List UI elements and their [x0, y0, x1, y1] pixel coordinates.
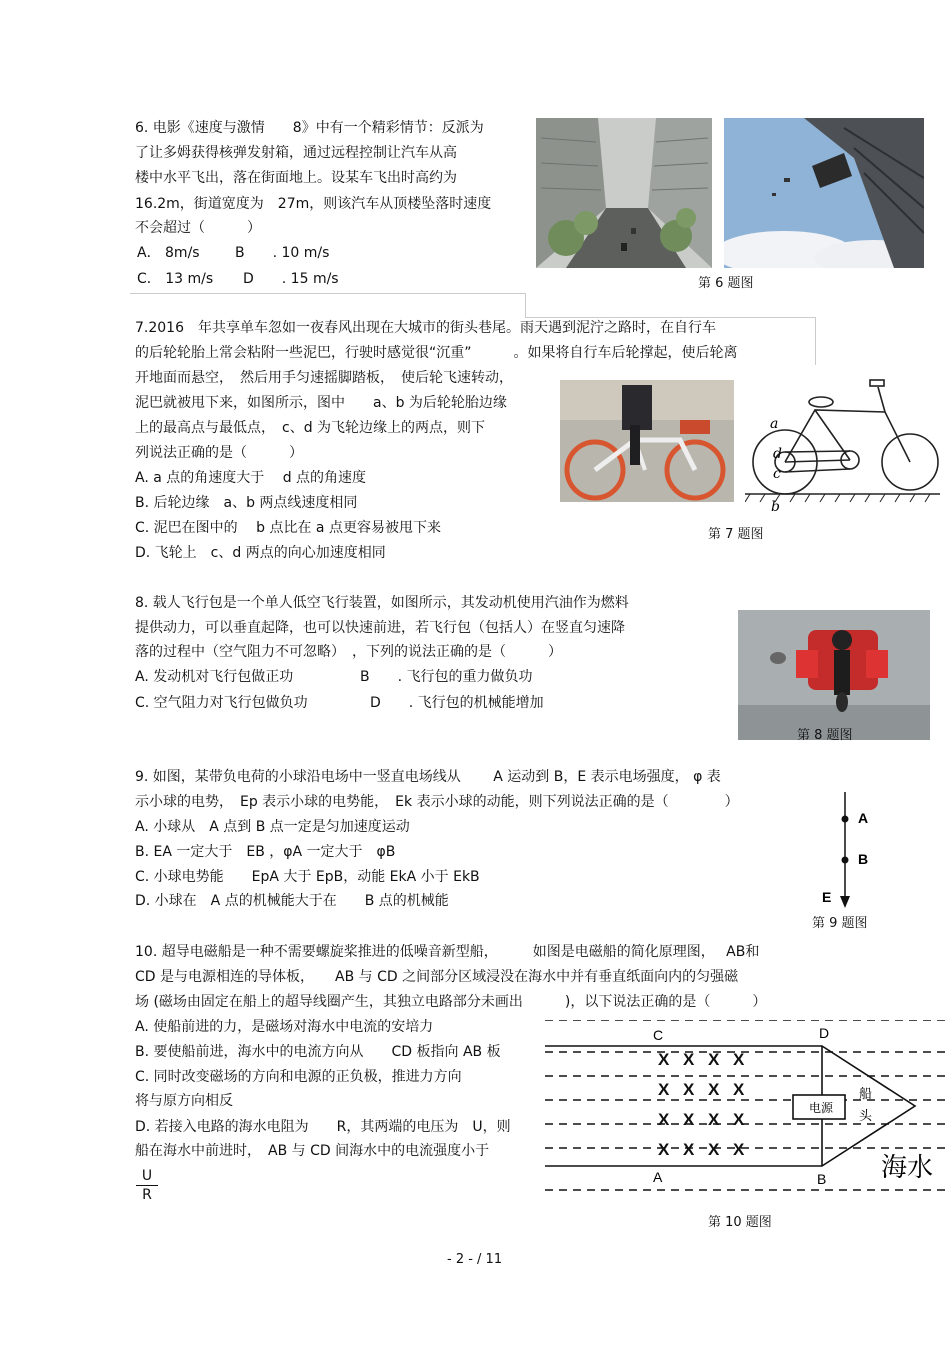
page-number: - 2 - / 11 [447, 1252, 503, 1267]
q6-option-d: D . 15 m/s [243, 271, 339, 287]
q10-power-label: 电源 [809, 1101, 834, 1115]
q8-jetpack-photo [738, 610, 930, 740]
q7-option-b: B. 后轮边缘 a、b 两点线速度相同 [135, 495, 358, 511]
q9-label-b: B [858, 851, 869, 867]
q10-caption: 第 10 题图 [708, 1215, 772, 1230]
q10-option-d-cont: 船在海水中前进时， AB 与 CD 间海水中的电流强度小于 [135, 1143, 490, 1159]
q10-option-c: C. 同时改变磁场的方向和电源的正负极，推进力方向 [135, 1069, 462, 1085]
q10-label-c: C [653, 1027, 664, 1043]
fraction-bar [136, 1185, 158, 1186]
divider [130, 293, 525, 294]
q7-caption: 第 7 题图 [708, 527, 764, 542]
svg-text:X: X [683, 1050, 695, 1069]
q8-option-d: D . 飞行包的机械能增加 [370, 695, 544, 711]
q7-bike-photo [560, 380, 734, 502]
q10-option-a: A. 使船前进的力，是磁场对海水中电流的安培力 [135, 1019, 434, 1035]
q9-option-b: B. EA 一定大于 EB ，φA 一定大于 φB [135, 844, 396, 860]
fraction-denominator: R [142, 1187, 152, 1203]
q9-field-line-diagram [820, 790, 880, 910]
divider [815, 317, 816, 365]
bike-label-b: b [771, 499, 780, 512]
svg-text:X: X [708, 1080, 720, 1099]
q9-line-1: 9. 如图，某带负电荷的小球沿电场中一竖直电场线从 A 运动到 B，E 表示电场强度， φ 表 [135, 769, 721, 785]
svg-text:X: X [733, 1080, 745, 1099]
q10-line-3: 场 (磁场由固定在船上的超导线圈产生，其独立电路部分未画出 )，以下说法正确的是（ ） [135, 994, 767, 1010]
q6-caption: 第 6 题图 [698, 276, 754, 291]
q10-fraction-u-over-r [136, 1168, 158, 1203]
q7-line-4: 泥巴就被甩下来，如图所示，图中 a、b 为后轮轮胎边缘 [135, 395, 507, 411]
svg-text:X: X [683, 1080, 695, 1099]
q9-option-a: A. 小球从 A 点到 B 点一定是匀加速度运动 [135, 819, 410, 835]
bike-label-d: d [773, 446, 782, 462]
q10-line-2: CD 是与电源相连的导体板， AB 与 CD 之间部分区域浸没在海水中并有垂直纸面向内的匀强磁 [135, 969, 739, 985]
q7-bike-diagram [745, 372, 940, 512]
q10-option-c-cont: 将与原方向相反 [135, 1093, 233, 1109]
q10-ship-diagram [545, 1020, 945, 1195]
q9-caption: 第 9 题图 [812, 916, 868, 931]
q8-option-c: C. 空气阻力对飞行包做负功 [135, 695, 308, 711]
q7-option-d: D. 飞轮上 c、d 两点的向心加速度相同 [135, 545, 386, 561]
q9-line-2: 示小球的电势， Ep 表示小球的电势能， Ek 表示小球的动能，则下列说法正确的是（ ） [135, 794, 739, 810]
q10-label-a: A [653, 1169, 663, 1185]
q10-line-1: 10. 超导电磁船是一种不需要螺旋桨推进的低噪音新型船， 如图是电磁船的简化原理图， AB和 [135, 944, 760, 960]
bike-label-a: a [770, 416, 779, 432]
svg-text:X: X [658, 1110, 670, 1129]
q10-sea-label: 海水 [881, 1153, 934, 1183]
q10-bow-label: 船 [859, 1087, 873, 1102]
q6-line-2: 了让多姆获得核弹发射箱，通过远程控制让汽车从高 [135, 145, 457, 161]
q10-option-b: B. 要使船前进，海水中的电流方向从 CD 板指向 AB 板 [135, 1044, 501, 1060]
q10-option-d: D. 若接入电路的海水电阻为 R，其两端的电压为 U，则 [135, 1119, 511, 1135]
q6-line-1: 6. 电影《速度与激情 8》中有一个精彩情节：反派为 [135, 120, 484, 136]
svg-text:X: X [683, 1110, 695, 1129]
q9-label-e: E [822, 889, 832, 905]
q6-option-b: B . 10 m/s [235, 245, 330, 261]
q6-option-a: A． 8m/s [137, 245, 200, 261]
divider [525, 293, 526, 317]
q9-label-a: A [858, 810, 869, 826]
q10-label-b: B [817, 1171, 827, 1187]
q7-option-a: A. a 点的角速度大于 d 点的角速度 [135, 470, 367, 486]
q8-line-2: 提供动力，可以垂直起降，也可以快速前进，若飞行包（包括人）在竖直匀速降 [135, 620, 625, 636]
q8-line-1: 8. 载人飞行包是一个单人低空飞行装置，如图所示，其发动机使用汽油作为燃料 [135, 595, 629, 611]
svg-text:X: X [733, 1110, 745, 1129]
q7-line-1: 7.2016 年共享单车忽如一夜春风出现在大城市的街头巷尾。雨天遇到泥泞之路时，在自行车 [135, 320, 716, 336]
svg-text:X: X [658, 1050, 670, 1069]
svg-text:X: X [708, 1050, 720, 1069]
q6-line-5: 不会超过（ ） [135, 220, 261, 236]
q7-line-5: 上的最高点与最低点， c、d 为飞轮边缘上的两点，则下 [135, 420, 486, 436]
q10-label-d: D [819, 1025, 830, 1041]
q6-line-4: 16.2m，街道宽度为 27m，则该汽车从顶楼坠落时速度 [135, 196, 492, 212]
svg-text:X: X [708, 1110, 720, 1129]
q6-sky-photo [724, 118, 924, 268]
q7-line-3: 开地面而悬空， 然后用手匀速摇脚踏板， 使后轮飞速转动， [135, 370, 513, 386]
q7-line-2: 的后轮轮胎上常会粘附一些泥巴，行驶时感觉很“沉重” 。如果将自行车后轮撑起，使后轮离 [135, 345, 738, 361]
q10-bow-label-2: 头 [859, 1109, 873, 1124]
svg-text:X: X [708, 1140, 720, 1159]
q8-caption: 第 8 题图 [797, 728, 853, 743]
q6-street-photo [536, 118, 712, 268]
q8-option-b: B . 飞行包的重力做负功 [360, 669, 533, 685]
svg-text:X: X [733, 1140, 745, 1159]
q8-line-3: 落的过程中（空气阻力不可忽略） ，下列的说法正确的是（ ） [135, 644, 562, 660]
q8-option-a: A. 发动机对飞行包做正功 [135, 669, 294, 685]
q6-line-3: 楼中水平飞出，落在街面地上。设某车飞出时高约为 [135, 170, 457, 186]
q7-option-c: C. 泥巴在图中的 b 点比在 a 点更容易被甩下来 [135, 520, 441, 536]
q7-line-6: 列说法正确的是（ ） [135, 445, 303, 461]
bike-label-c: c [773, 466, 781, 482]
q9-option-c: C. 小球电势能 EpA 大于 EpB，动能 EkA 小于 EkB [135, 869, 480, 885]
q6-option-c: C． 13 m/s [137, 271, 214, 287]
svg-text:X: X [658, 1080, 670, 1099]
svg-text:X: X [683, 1140, 695, 1159]
q9-option-d: D. 小球在 A 点的机械能大于在 B 点的机械能 [135, 893, 449, 909]
fraction-numerator: U [141, 1168, 153, 1184]
svg-text:X: X [658, 1140, 670, 1159]
svg-text:X: X [733, 1050, 745, 1069]
